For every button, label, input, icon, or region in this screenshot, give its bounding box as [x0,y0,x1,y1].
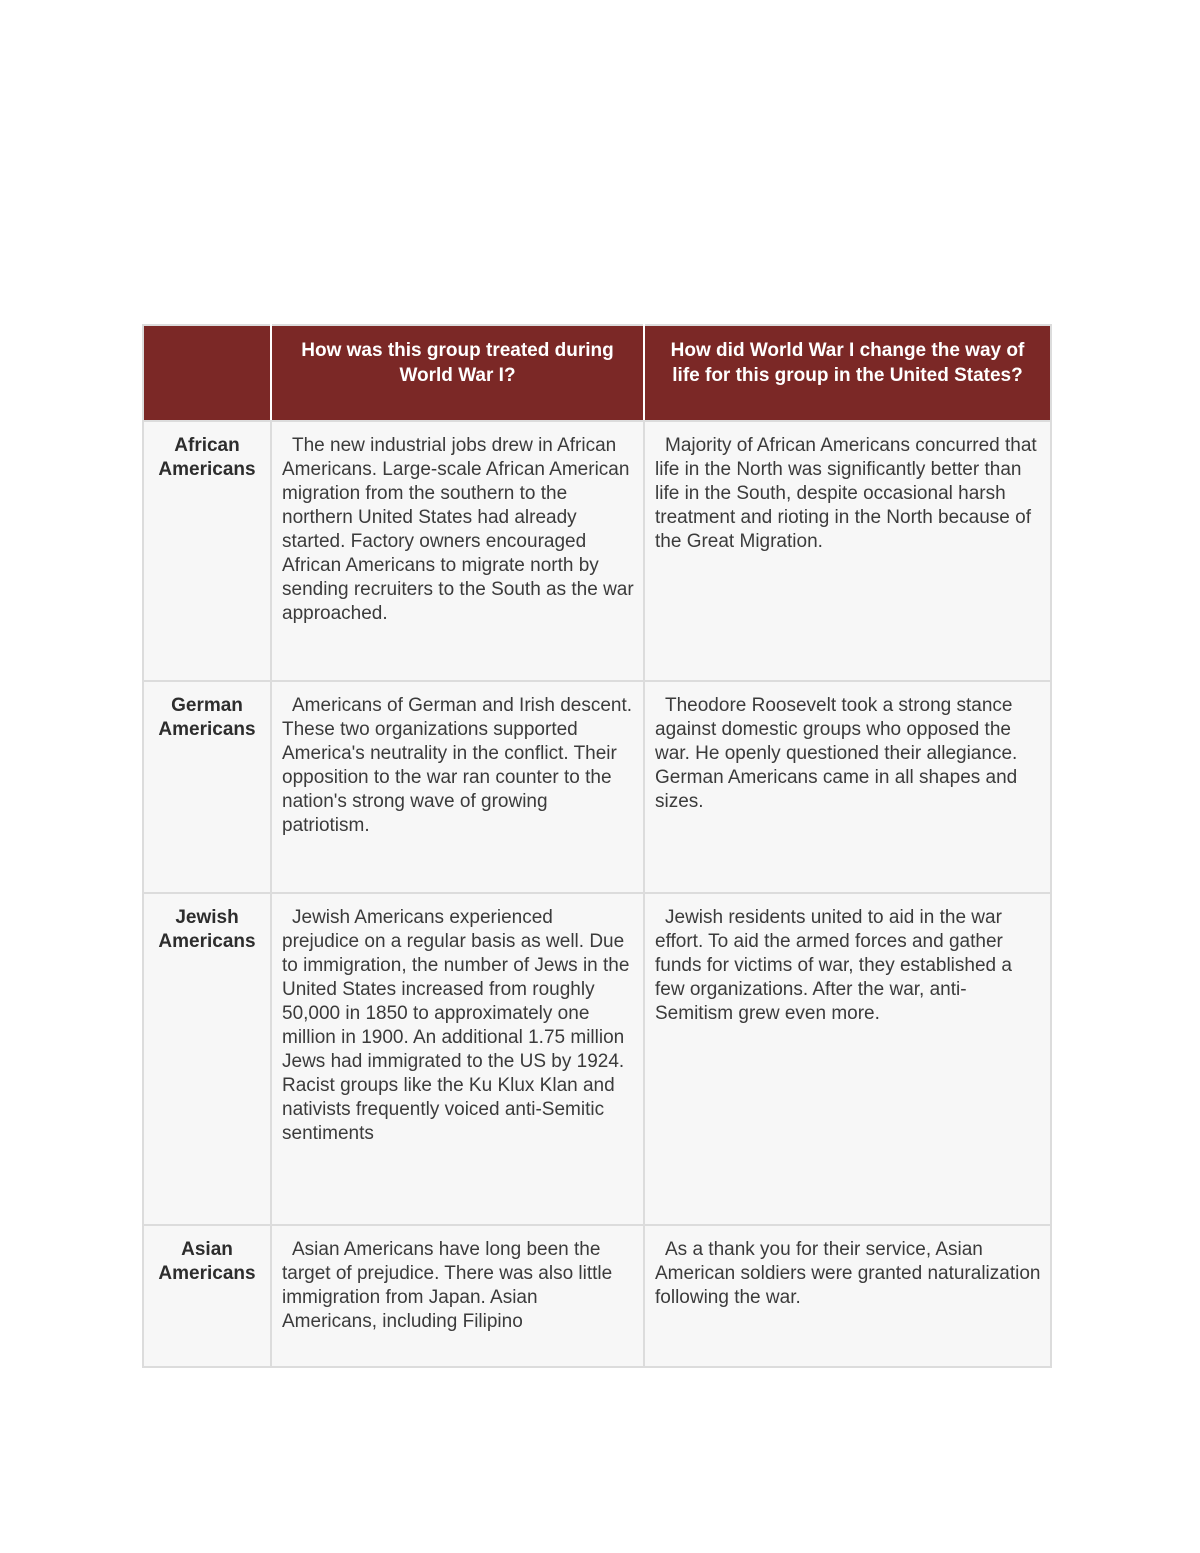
table-header [143,325,1051,421]
change-cell: Jewish residents united to aid in the war effort. To aid the armed forces and gather funds for victims of war, they established a few organizations. After the war, anti-Semitism grew even more. [644,893,1051,1225]
group-name-cell: German Americans [143,681,271,893]
header-change-column: How did World War I change the way of life for this group in the United States? [644,325,1051,421]
change-cell: Theodore Roosevelt took a strong stance against domestic groups who opposed the war. He openly questioned their allegiance. German Americans came in all shapes and sizes. [644,681,1051,893]
change-cell: As a thank you for their service, Asian American soldiers were granted naturalization following the war. [644,1225,1051,1367]
header-treatment-column: How was this group treated during World War I? [271,325,644,421]
treatment-cell: The new industrial jobs drew in African Americans. Large-scale African American migration from the southern to the northern United States had already started. Factory owners encouraged African Americans to migrate north by sending recruiters to the South as the war approached. [271,421,644,681]
table-row [143,893,1051,1225]
table-body [143,421,1051,1367]
group-name-cell: Asian Americans [143,1225,271,1367]
group-name-cell: African Americans [143,421,271,681]
treatment-cell: Americans of German and Irish descent. These two organizations supported America's neutrality in the conflict. Their opposition to the war ran counter to the nation's strong wave of growing patriotism. [271,681,644,893]
table-row [143,421,1051,681]
table-row [143,681,1051,893]
table-row [143,1225,1051,1367]
group-name-cell: Jewish Americans [143,893,271,1225]
header-group-column [143,325,271,421]
treatment-cell: Jewish Americans experienced prejudice on a regular basis as well. Due to immigration, the number of Jews in the United States increased from roughly 50,000 in 1850 to approximately one million in 1900. An additional 1.75 million Jews had immigrated to the US by 1924. Racist groups like the Ku Klux Klan and nativists frequently voiced anti-Semitic sentiments [271,893,644,1225]
change-cell: Majority of African Americans concurred that life in the North was significantly better than life in the South, despite occasional harsh treatment and rioting in the North because of the Great Migration. [644,421,1051,681]
treatment-cell: Asian Americans have long been the target of prejudice. There was also little immigration from Japan. Asian Americans, including Filipino [271,1225,644,1367]
header-row [143,325,1051,421]
comparison-table [142,324,1052,1368]
